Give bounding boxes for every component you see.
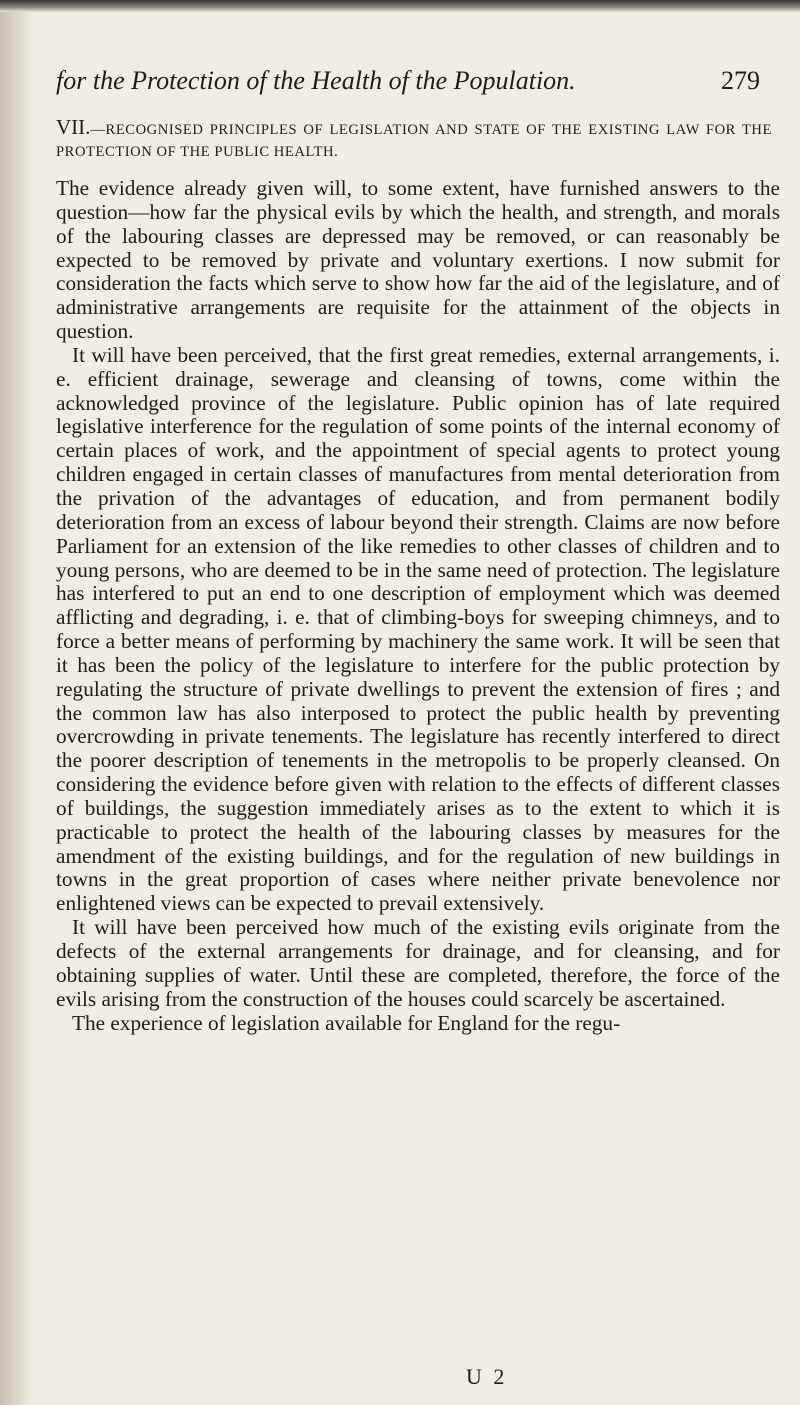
running-head xyxy=(56,52,782,96)
paragraph: It will have been perceived how much of the existing evils originate from the defects of the external arrangements for drainage, and for cleansing, and for obtaining supplies of water. Until these are completed, therefore, the force of the evils arising from the construction of the houses could scarcely be ascertained. xyxy=(56,915,780,1011)
section-heading xyxy=(56,116,782,163)
body-text xyxy=(56,177,782,1035)
page-number: 279 xyxy=(721,66,760,95)
book-page xyxy=(56,52,782,1035)
paragraph: The evidence already given will, to some extent, have furnished answers to the question—how far the physical evils by which the health, and strength, and morals of the labouring classes are depressed may be removed, or can reasonably be expected to be removed by private and voluntary exertions. I now submit for consideration the facts which serve to show how far the aid of the legislature, and of administrative arrangements are requisite for the attainment of the objects in question. xyxy=(56,176,780,344)
paragraph: It will have been perceived, that the first great remedies, external arrangements, i. e. efficient drainage, sewerage and cleansing of towns, come within the acknowledged province of the legislature. Public opinion has of late required legislative interference for the regulation of some points of the internal economy of certain places of work, and the appointment of special agents to protect young children engaged in certain classes of manufactures from mental deterioration from the privation of the advantages of education, and from permanent bodily deterioration from an excess of labour beyond their strength. Claims are now before Parliament for an extension of the like remedies to other classes of children and to young persons, who are deemed to be in the same need of protection. The legislature has interfered to put an end to one description of employment which was deemed afflicting and degrading, i. e. that of climbing-boys for sweeping chimneys, and to force a better means of performing by machinery the same work. It will be seen that it has been the policy of the legislature to interfere for the public protection by regulating the structure of private dwellings to prevent the extension of fires ; and the common law has also interposed to protect the public health by preventing overcrowding in private tenements. The legislature has recently interfered to direct the poorer description of tenements in the metropolis to be properly cleansed. On considering the evidence before given with relation to the effects of different classes of buildings, the suggestion immediately arises as to the extent to which it is practicable to protect the health of the labouring classes by measures for the amendment of the existing buildings, and for the regulation of new buildings in towns in the great proportion of cases where neither private benevolence nor enlightened views can be expected to prevail extensively. xyxy=(56,342,780,916)
running-head-title: for the Protection of the Health of the Population. xyxy=(56,66,576,95)
section-heading-text: —RECOGNISED PRINCIPLES OF LEGISLATION AND STATE OF THE EXISTING LAW FOR THE PROTECTION OF THE PUBLIC HEALTH. xyxy=(56,122,772,160)
paragraph: The experience of legislation available for England for the regu- xyxy=(72,1010,621,1035)
section-number: VII. xyxy=(56,115,91,139)
signature-mark: U 2 xyxy=(466,1364,508,1389)
page-top-shadow xyxy=(0,0,800,12)
binding-edge-shadow xyxy=(0,12,34,1405)
